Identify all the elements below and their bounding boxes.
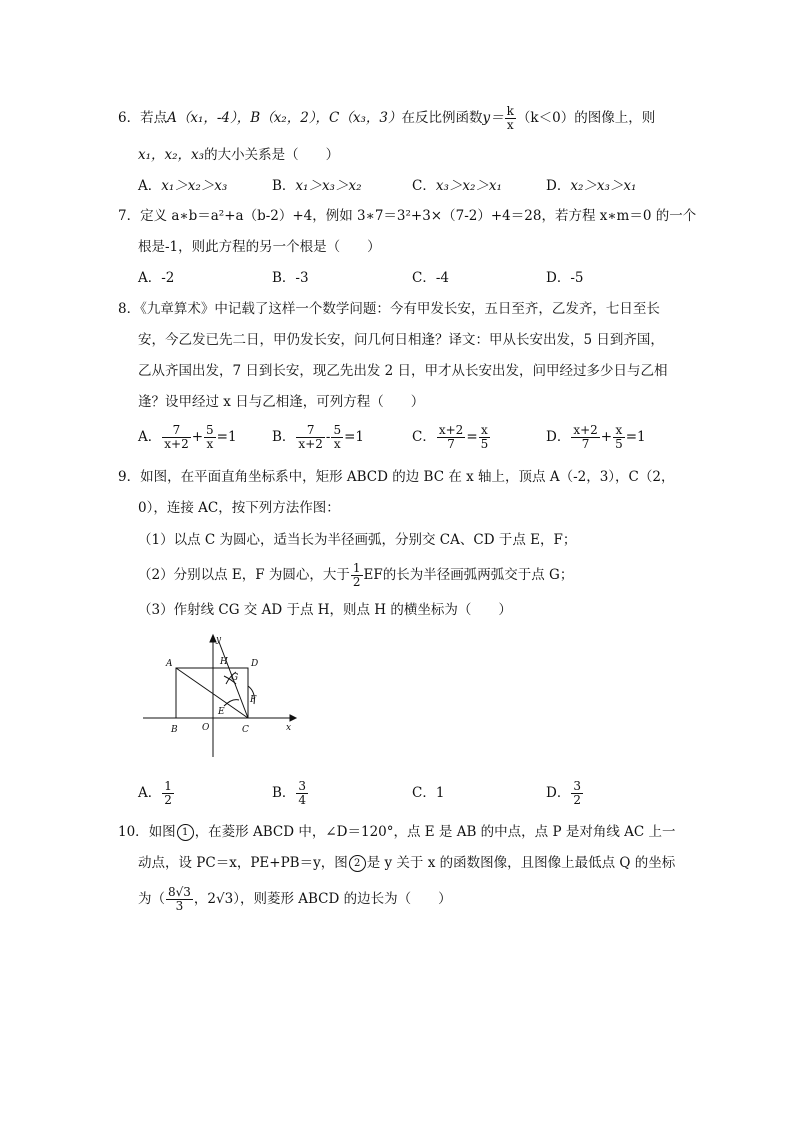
rhs: =1	[344, 429, 364, 445]
fraction	[613, 424, 625, 451]
q7-line1-text: 定义 a∗b＝a²+a（b‑2）+4，例如 3∗7＝3²+3×（7‑2）+4＝28，若方程 x∗m＝0 的一个	[140, 208, 697, 224]
fraction	[571, 780, 583, 807]
q8-number: 8．	[118, 301, 141, 317]
frac-num: 7	[162, 424, 190, 438]
fraction	[571, 424, 599, 451]
q7-option-c[interactable]	[412, 268, 449, 288]
q6-number: 6．	[118, 110, 141, 126]
option-text: x₃＞x₂＞x₁	[435, 178, 502, 194]
option-letter: C．	[412, 270, 436, 286]
frac-den: 5	[615, 437, 623, 451]
q9-step2-a: （2）分别以点 E，F 为圆心，大于	[138, 567, 350, 583]
q8-option-a[interactable]	[138, 424, 237, 451]
q8-line1	[118, 299, 660, 319]
q6-text-c: （k＜0）的图像上，则	[516, 110, 656, 126]
q8-line4	[138, 392, 424, 412]
q9-line1	[118, 467, 674, 487]
q8-line3	[138, 361, 668, 381]
frac-num: x	[613, 424, 625, 438]
q10-line3	[138, 886, 452, 913]
q6-option-c[interactable]	[412, 176, 502, 196]
frac-num: x	[479, 424, 491, 438]
circled-two: 2	[349, 855, 366, 872]
option-letter: B．	[272, 270, 296, 286]
option-text: ‑5	[570, 270, 584, 286]
q6-option-a[interactable]	[138, 176, 227, 196]
frac-num: x+2	[573, 423, 598, 437]
frac-den: 7	[581, 437, 590, 451]
frac-den: 5	[480, 437, 489, 451]
frac-num: 3	[298, 779, 307, 793]
label-e: E	[218, 707, 225, 717]
option-text: ‑4	[435, 270, 449, 286]
q6-option-d[interactable]	[546, 176, 636, 196]
q6-points: A（x₁，‑4），B（x₂，2），C（x₃，3）	[167, 110, 402, 126]
q7-option-d[interactable]	[546, 268, 583, 288]
q6-vars: x₁，x₂，x₃	[138, 147, 205, 163]
option-letter: D．	[546, 429, 571, 445]
q9-line1-text: 如图，在平面直角坐标系中，矩形 ABCD 的边 BC 在 x 轴上，顶点 A（‑2，3），C（2，	[140, 469, 675, 485]
option-letter: A．	[138, 270, 162, 286]
option-text: x₂＞x₃＞x₁	[570, 178, 637, 194]
frac-num: 1	[352, 561, 361, 575]
frac-den: x+2	[164, 437, 189, 451]
frac-num: 1	[164, 779, 172, 793]
q7-line1	[118, 206, 696, 226]
label-y: y	[216, 635, 222, 645]
q10-line2-b: 是 y 关于 x 的函数图像，且图像上最低点 Q 的坐标	[366, 855, 676, 871]
q8-line2	[138, 330, 664, 350]
q6-text: 若点	[140, 110, 168, 126]
q10-line1-a: 如图	[148, 824, 176, 840]
circled-one: 1	[177, 824, 194, 841]
option-text: ‑2	[161, 270, 175, 286]
frac-den: 7	[447, 437, 455, 451]
q6-line2-text: 的大小关系是（ ）	[204, 147, 340, 163]
option-text: x₁＞x₂＞x₃	[161, 178, 228, 194]
q8-line2-text: 安，今乙发已先二日，甲仍发长安，问几何日相逢？译文：甲从长安出发，5 日到齐国，	[138, 332, 664, 348]
frac-den: 4	[298, 793, 307, 807]
option-letter: D．	[546, 178, 571, 194]
q6-line2	[138, 145, 339, 165]
q8-option-b[interactable]	[272, 424, 364, 451]
q7-option-b[interactable]	[272, 268, 309, 288]
rhs: =1	[625, 429, 646, 445]
q8-option-d[interactable]	[546, 424, 646, 451]
frac-num: x+2	[438, 423, 464, 437]
frac-num: 8√3	[168, 885, 191, 899]
option-letter: B．	[272, 785, 296, 801]
label-o: O	[202, 723, 210, 733]
q9-step1	[138, 530, 576, 550]
q10-line3-b: ，2√3），则菱形 ABCD 的边长为（ ）	[193, 891, 452, 907]
q6-fraction-den: x	[506, 118, 514, 132]
q7-line2-text: 根是‑1，则此方程的另一个根是（ ）	[138, 239, 381, 255]
q9-step3-text: （3）作射线 CG 交 AD 于点 H，则点 H 的横坐标为（ ）	[138, 602, 512, 618]
q8-line4-text: 逢？设甲经过 x 日与乙相逢，可列方程（ ）	[138, 394, 425, 410]
q7-line2	[138, 237, 381, 257]
frac-num: 3	[573, 779, 581, 793]
q9-line2-text: 0），连接 AC，按下列方法作图：	[138, 500, 340, 516]
option-text: ‑3	[295, 270, 309, 286]
option-letter: B．	[272, 429, 296, 445]
q10-line3-a: 为（	[138, 891, 165, 907]
fraction	[204, 424, 216, 451]
q8-line1-text: 《九章算术》中记载了这样一个数学问题：今有甲发长安，五日至齐，乙发齐，七日至长	[140, 301, 660, 317]
option-letter: A．	[138, 785, 162, 801]
q6-fraction-num: k	[506, 104, 514, 118]
operator: ‑	[325, 429, 331, 445]
q9-half-fraction	[351, 562, 363, 589]
q9-option-c[interactable]	[412, 783, 444, 803]
q6-fraction	[505, 105, 516, 132]
option-letter: C．	[412, 429, 436, 445]
q10-line1	[118, 822, 676, 842]
fraction	[162, 780, 174, 807]
rhs: =1	[216, 429, 237, 445]
operator: +	[600, 429, 613, 445]
option-text: x₁＞x₃＞x₂	[295, 178, 362, 194]
q9-option-b[interactable]	[272, 780, 309, 807]
q8-option-c[interactable]	[412, 424, 491, 451]
q10-line2	[138, 853, 675, 873]
frac-den: x	[333, 437, 341, 451]
option-letter: C．	[412, 178, 436, 194]
frac-den: 2	[352, 575, 361, 589]
option-letter: C．	[412, 785, 436, 801]
q9-figure	[140, 632, 300, 762]
q7-number: 7．	[118, 208, 141, 224]
option-letter: D．	[546, 785, 571, 801]
q9-step2-b: EF的长为半径画弧两弧交于点 G；	[363, 567, 574, 583]
frac-num: 5	[333, 423, 342, 437]
q9-step3	[138, 600, 512, 620]
fraction	[479, 424, 491, 451]
frac-den: 2	[573, 793, 581, 807]
q6-text-b: 在反比例函数	[401, 110, 483, 126]
option-letter: B．	[272, 178, 296, 194]
fraction	[296, 424, 324, 451]
frac-den: 2	[164, 793, 172, 807]
fraction	[331, 424, 343, 451]
label-b: B	[171, 725, 178, 735]
q9-step1-text: （1）以点 C 为圆心，适当长为半径画弧，分别交 CA、CD 于点 E，F；	[138, 532, 577, 548]
q10-line2-a: 动点，设 PC＝x，PE+PB＝y，图	[138, 855, 348, 871]
x-axis-arrow	[290, 715, 296, 721]
q7-option-a[interactable]	[138, 268, 174, 288]
q9-option-d[interactable]	[546, 780, 584, 807]
label-g: G	[231, 673, 239, 683]
label-x: x	[286, 723, 292, 733]
q10-line1-b: ，在菱形 ABCD 中，∠D＝120°，点 E 是 AB 的中点，点 P 是对角线 AC 上一	[194, 824, 676, 840]
operator: +	[191, 429, 204, 445]
q10-q-fraction	[166, 886, 193, 913]
option-letter: A．	[138, 178, 162, 194]
frac-den: x+2	[298, 437, 323, 451]
operator: =	[466, 429, 478, 445]
q10-number: 10．	[118, 824, 149, 840]
fraction	[437, 424, 465, 451]
label-c: C	[242, 725, 249, 735]
label-d: D	[251, 659, 259, 669]
fraction	[162, 424, 190, 451]
q8-line3-text: 乙从齐国出发，7 日到长安，现乙先出发 2 日，甲才从长安出发，问甲经过多少日与乙相	[138, 363, 668, 379]
frac-num: 5	[206, 423, 214, 437]
frac-den: 3	[175, 899, 184, 913]
label-f: F	[250, 695, 257, 705]
q6-option-b[interactable]	[272, 176, 362, 196]
q9-option-a[interactable]	[138, 780, 175, 807]
q9-number: 9．	[118, 469, 141, 485]
q6-line1	[118, 105, 655, 132]
fraction	[296, 780, 308, 807]
q9-line2	[138, 498, 340, 518]
option-letter: A．	[138, 429, 162, 445]
option-text: 1	[435, 785, 445, 801]
frac-den: x	[206, 437, 214, 451]
frac-num: 7	[296, 424, 324, 438]
option-letter: D．	[546, 270, 571, 286]
q9-step2	[138, 562, 573, 589]
label-h: H	[220, 657, 228, 667]
q6-fn-y: y＝	[482, 110, 504, 126]
label-a: A	[166, 659, 173, 669]
